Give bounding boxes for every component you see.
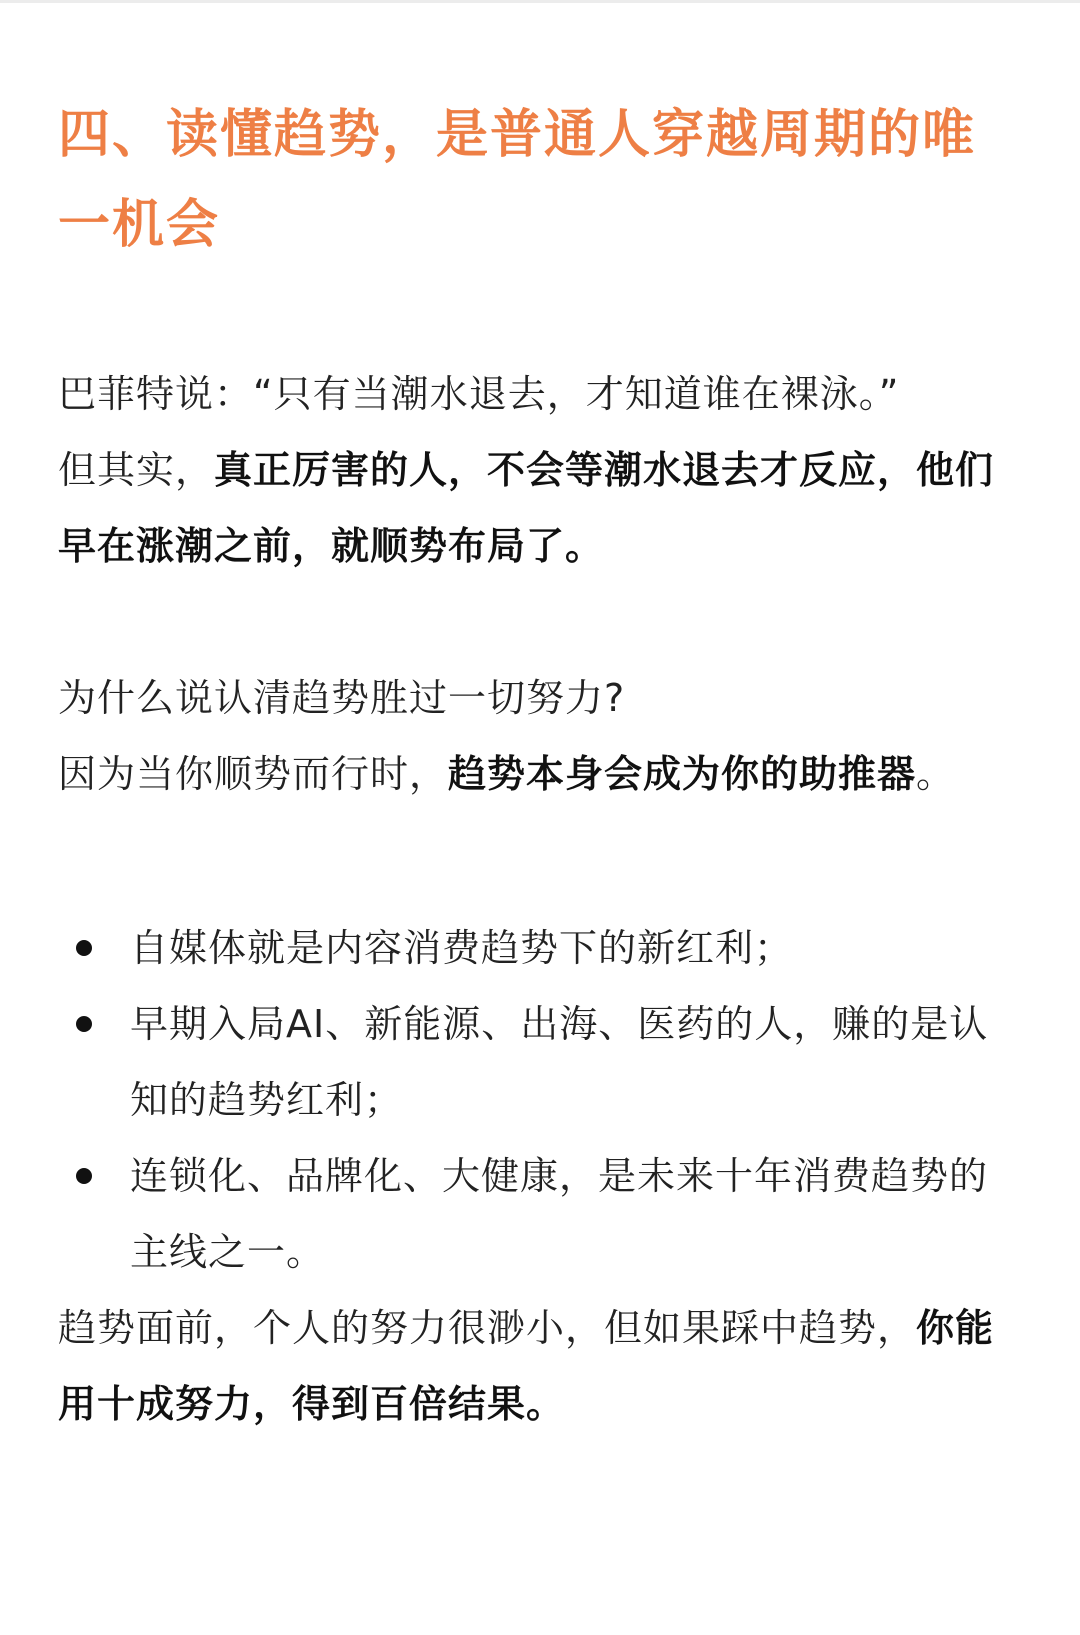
spacer bbox=[58, 812, 1022, 910]
list-item bbox=[58, 1138, 1022, 1290]
paragraph-answer-tail: 。 bbox=[916, 752, 956, 796]
question-line: 为什么说认清趋势胜过一切努力? bbox=[58, 676, 626, 720]
bullet-icon bbox=[76, 940, 92, 956]
paragraph-answer bbox=[58, 736, 1022, 812]
list-item-text: 连锁化、品牌化、大健康，是未来十年消费趋势的主线之一。 bbox=[130, 1154, 989, 1274]
buffett-quote: 巴菲特说：“只有当潮水退去，才知道谁在裸泳。” bbox=[58, 372, 900, 416]
top-divider bbox=[0, 0, 1080, 3]
paragraph-answer-bold: 趋势本身会成为你的助推器 bbox=[448, 752, 917, 796]
paragraph-conclusion bbox=[58, 1290, 1022, 1442]
paragraph-answer-lead: 因为当你顺势而行时， bbox=[58, 752, 449, 796]
paragraph-insight bbox=[58, 432, 1022, 584]
spacer bbox=[58, 584, 1022, 660]
list-item-text: 自媒体就是内容消费趋势下的新红利； bbox=[130, 926, 794, 970]
paragraph-conclusion-lead: 趋势面前，个人的努力很渺小，但如果踩中趋势， bbox=[58, 1306, 917, 1350]
list-item bbox=[58, 986, 1022, 1138]
list-item bbox=[58, 910, 1022, 986]
article-body bbox=[58, 90, 1022, 1442]
paragraph-conclusion-bold: 你能用十成努力，得到百倍结果。 bbox=[58, 1306, 995, 1426]
trend-list bbox=[58, 910, 1022, 1290]
spacer bbox=[58, 270, 1022, 356]
list-item-text: 早期入局AI、新能源、出海、医药的人，赚的是认知的趋势红利； bbox=[130, 1002, 989, 1122]
paragraph-insight-lead: 但其实， bbox=[58, 448, 215, 492]
section-heading: 四、读懂趋势，是普通人穿越周期的唯一机会 bbox=[58, 105, 977, 255]
paragraph-insight-bold: 真正厉害的人，不会等潮水退去才反应，他们早在涨潮之前，就顺势布局了。 bbox=[58, 448, 995, 568]
bullet-icon bbox=[76, 1168, 92, 1184]
bullet-icon bbox=[76, 1016, 92, 1032]
